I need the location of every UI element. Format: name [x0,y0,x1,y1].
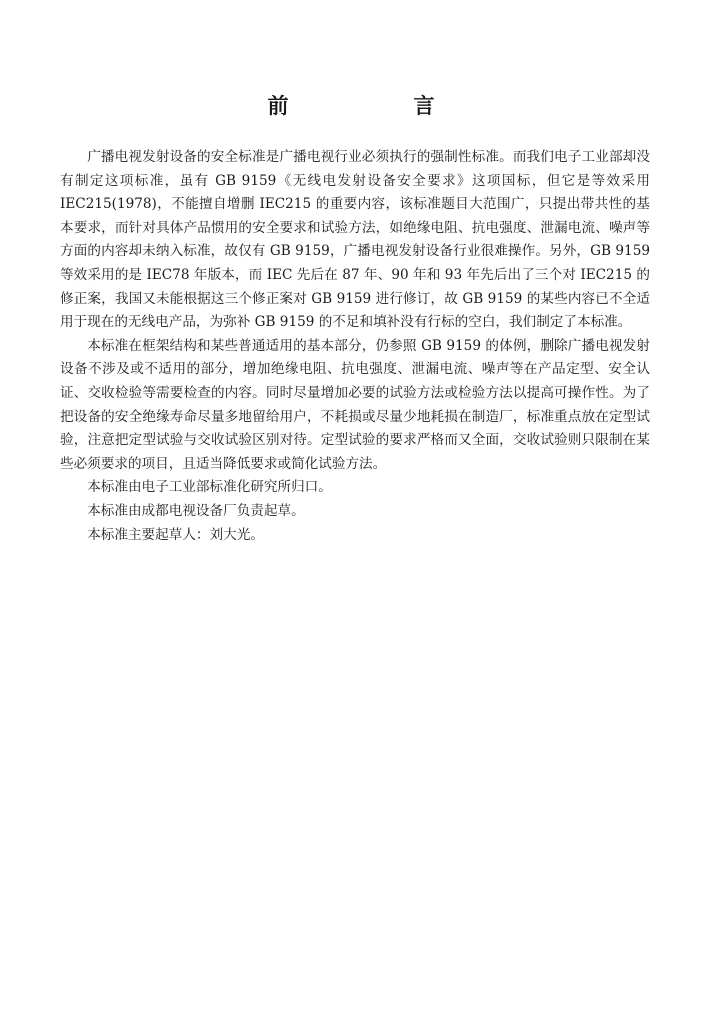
paragraph-administration: 本标准由电子工业部标准化研究所归口。 [87,479,332,496]
paragraph-scope: 本标准在框架结构和某些普通适用的基本部分，仍参照 GB 9159 的体例，删除广播电视发射设备不涉及或不适用的部分，增加绝缘电阻、抗电强度、泄漏电流、噪声等在产品定型、安全认证、交收检验等需要检查的内容。同时尽量增加必要的试验方法或检验方法以提高可操作性。为了把设备的安全绝缘寿命尽量多地留给用户，不耗损或尽量少地耗损在制造厂，标准重点放在定型试验，注意把定型试验与交收试验区别对待。定型试验的要求严格而又全面，交收试验则只限制在某些必须要求的项目，且适当降低要求或简化试验方法。 [60,337,650,472]
preface-body [60,146,650,547]
paragraph-drafting-unit: 本标准由成都电视设备厂负责起草。 [87,502,305,519]
paragraph-background: 广播电视发射设备的安全标准是广播电视行业必须执行的强制性标准。而我们电子工业部却没有制定这项标准，虽有 GB 9159《无线电发射设备安全要求》这项国标，但它是等效采用 IEC215(1978)，不能擅自增删 IEC215 的重要内容，该标准题目大范围广，只提出带共性的基本要求，而针对具体产品惯用的安全要求和试验方法，如绝缘电阻、抗电强度、泄漏电流、噪声等方面的内容却未纳入标准，故仅有 GB 9159，广播电视发射设备行业很难操作。另外，GB 9159 等效采用的是 IEC78 年版本，而 IEC 先后在 87 年、90 年和 93 年先后出了三个对 IEC215 的修正案，我国又未能根据这三个修正案对 GB 9159 进行修订，故 GB 9159 的某些内容已不全适用于现在的无线电产品，为弥补 GB 9159 的不足和填补没有行标的空白，我们制定了本标准。 [60,149,650,331]
paragraph-drafter: 本标准主要起草人：刘大光。 [87,526,264,543]
page-title: 前 言 [267,93,487,118]
